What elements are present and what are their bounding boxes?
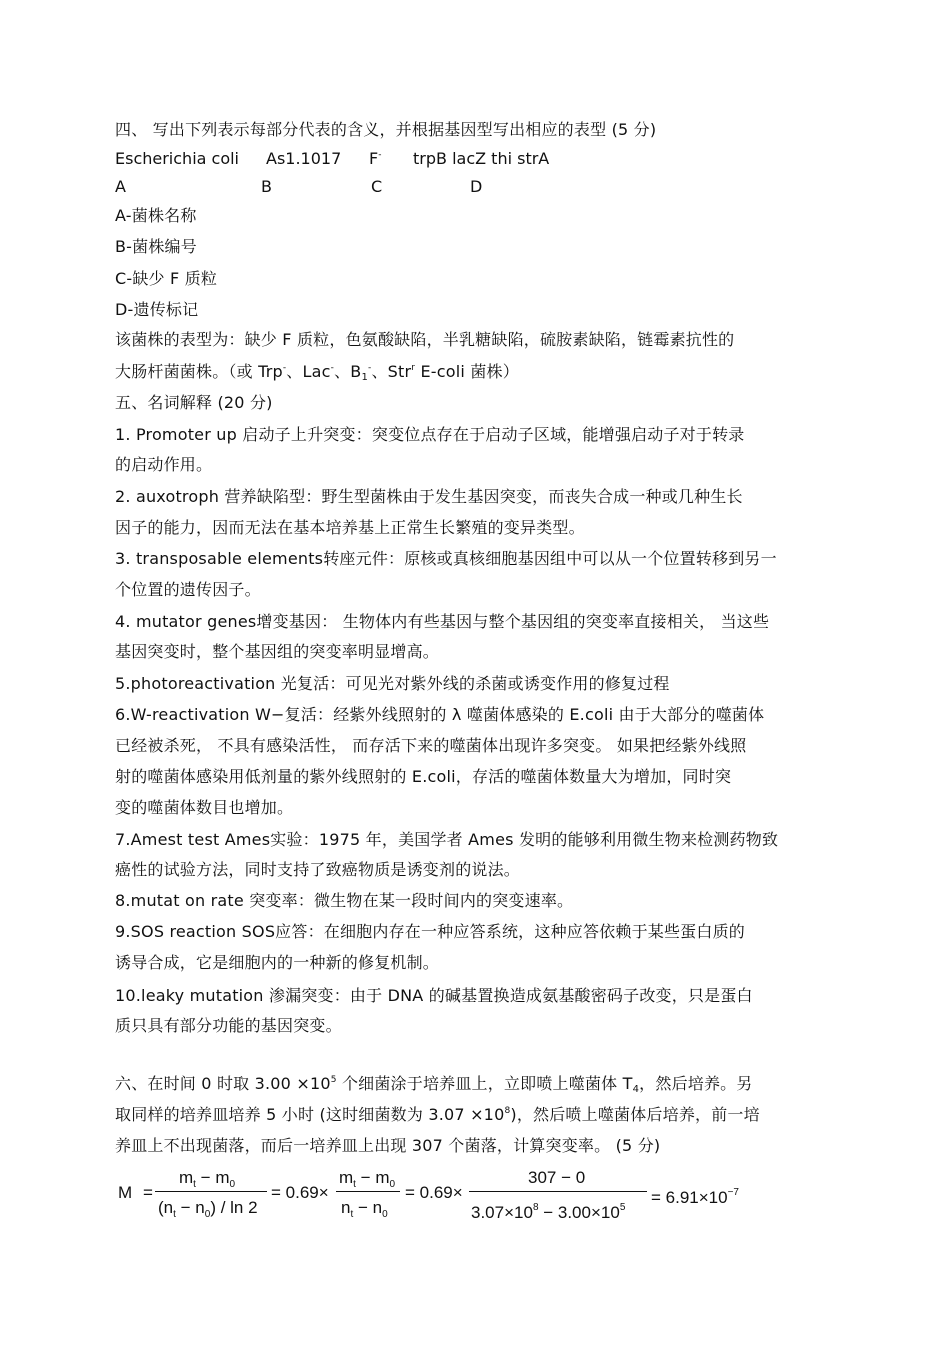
glossary-line: 7.Amest test Ames实验：1975 年，美国学者 Ames 发明的能够利用微生物来检测药物致 [115, 830, 779, 849]
formula-result: = $6.91\times 10^{-7}$ [651, 1187, 739, 1207]
formula-constant-2: = 0.69× [405, 1183, 463, 1202]
letter-c: C [371, 177, 383, 196]
glossary-line: 诱导合成，它是细胞内的一种新的修复机制。 [115, 953, 440, 972]
glossary-line: 基因突变时，整个基因组的突变率明显增高。 [115, 642, 440, 661]
glossary-line: 癌性的试验方法，同时支持了致癌物质是诱变剂的说法。 [115, 860, 521, 879]
glossary-line: 的启动作用。 [115, 455, 213, 474]
genotype-markers: trpB lacZ thi strA [413, 149, 550, 168]
fraction3-numerator: 307 − 0 [528, 1168, 586, 1187]
phenotype-line-2: 大肠杆菌菌株。（或 Trp-、Lac-、$B_1^-$、Str$^r$ E-coli 菌株） [115, 362, 519, 383]
mutation-rate-formula [115, 1162, 875, 1226]
glossary-line: 9.SOS reaction SOS应答：在细胞内存在一种应答系统，这种应答依赖于某些蛋白质的 [115, 922, 745, 941]
glossary-line: 6.W-reactivation W−复活：经紫外线照射的 λ 噬菌体感染的 E.coli 由于大部分的噬菌体 [115, 705, 765, 724]
glossary-line: 1. Promoter up 启动子上升突变：突变位点存在于启动子区域，能增强启动子对于转录 [115, 425, 745, 444]
genotype-factor: F- [369, 149, 382, 168]
meaning-b: B-菌株编号 [115, 237, 197, 256]
glossary-line: 个位置的遗传因子。 [115, 580, 261, 599]
section6-line-1: 六、在时间 0 时取 $3.00 \times 10^5$ 个细菌涂于培养皿上，立即喷上噬菌体 $T_4$，然后培养。另 [115, 1074, 753, 1095]
glossary-line: 5.photoreactivation 光复活：可见光对紫外线的杀菌或诱变作用的修复过程 [115, 674, 670, 693]
genotype-species: Escherichia coli [115, 149, 239, 168]
fraction3-denominator: $3.07\times 10^8 - 3.00\times 10^5$ [471, 1202, 626, 1222]
fraction2-numerator: $m_t - m_0$ [339, 1168, 396, 1190]
glossary-line: 因子的能力，因而无法在基本培养基上正常生长繁殖的变异类型。 [115, 518, 585, 537]
letter-a: A [115, 177, 126, 196]
meaning-c: C-缺少 F 质粒 [115, 269, 218, 288]
glossary-line: 2. auxotroph 营养缺陷型：野生型菌株由于发生基因突变，而丧失合成一种或几种生长 [115, 487, 743, 506]
glossary-line: 8.mutat on rate 突变率：微生物在某一段时间内的突变速率。 [115, 891, 574, 910]
fraction2-bar [336, 1191, 400, 1192]
section6-line-2: 取同样的培养皿培养 5 小时 (这时细菌数为 $3.07 \times 10^8$)，然后喷上噬菌体后培养，前一培 [115, 1105, 760, 1124]
glossary-line: 射的噬菌体感染用低剂量的紫外线照射的 E.coli，存活的噬菌体数量大为增加，同时突 [115, 767, 732, 786]
genotype-strain: As1.1017 [266, 149, 342, 168]
fraction1-numerator: $m_t - m_0$ [179, 1168, 236, 1190]
glossary-line: 3. transposable elements转座元件：原核或真核细胞基因组中可以从一个位置转移到另一 [115, 549, 777, 568]
glossary-line: 已经被杀死， 不具有感染活性， 而存活下来的噬菌体出现许多突变。 如果把经紫外线照 [115, 736, 747, 755]
glossary-line: 4. mutator genes增变基因： 生物体内有些基因与整个基因组的突变率直接相关， 当这些 [115, 612, 770, 631]
glossary-line: 变的噬菌体数目也增加。 [115, 798, 294, 817]
section5-heading: 五、名词解释 (20 分) [115, 393, 273, 412]
meaning-d: D-遗传标记 [115, 300, 199, 319]
fraction1-bar [155, 1191, 267, 1192]
glossary-line: 质只具有部分功能的基因突变。 [115, 1016, 342, 1035]
letter-b: B [261, 177, 272, 196]
section6-line-3: 养皿上不出现菌落，而后一培养皿上出现 307 个菌落，计算突变率。 (5 分) [115, 1136, 661, 1155]
fraction2-denominator: $n_t - n_0$ [341, 1198, 388, 1220]
formula-lhs: M [118, 1183, 133, 1202]
letter-d: D [470, 177, 483, 196]
glossary-line: 10.leaky mutation 渗漏突变：由于 DNA 的碱基置换造成氨基酸密码子改变，只是蛋白 [115, 986, 753, 1005]
meaning-a: A-菌株名称 [115, 206, 197, 225]
formula-equals: = [143, 1183, 153, 1202]
section4-heading: 四、 写出下列表示每部分代表的含义，并根据基因型写出相应的表型 (5 分) [115, 120, 657, 139]
fraction1-denominator: $(n_t - n_0) / \ln 2$ [158, 1198, 258, 1220]
fraction3-bar [469, 1191, 647, 1192]
formula-constant-1: = 0.69× [271, 1183, 329, 1202]
phenotype-line-1: 该菌株的表型为：缺少 F 质粒，色氨酸缺陷，半乳糖缺陷，硫胺素缺陷，链霉素抗性的 [115, 330, 735, 349]
